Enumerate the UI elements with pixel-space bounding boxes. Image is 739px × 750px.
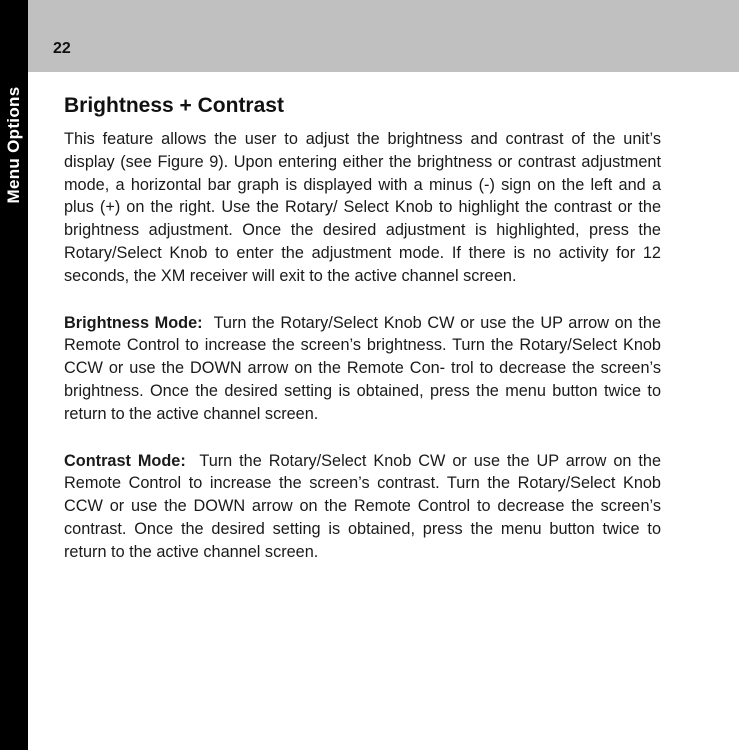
brightness-mode-paragraph	[64, 312, 661, 426]
section-title: Brightness + Contrast	[64, 94, 284, 117]
contrast-mode-label: Contrast Mode:	[64, 451, 186, 470]
brightness-mode-label: Brightness Mode:	[64, 313, 203, 332]
contrast-mode-paragraph	[64, 450, 661, 564]
page-content	[64, 92, 661, 588]
brightness-mode-text: Turn the Rotary/Select Knob CW or use the UP arrow on the Remote Control to increase the screen’s brightness. Turn the Rotary/Select Knob CCW or use the DOWN arrow on the Remote Con- trol to decrease the screen’s brightness. Once the desired setting is obtained, press the menu button twice to return to the active channel screen.	[64, 313, 661, 423]
side-tab-label: Menu Options	[4, 86, 23, 204]
intro-paragraph: This feature allows the user to adjust the brightness and contrast of the unit’s display (see Figure 9). Upon entering either the brightness or contrast adjustment mode, a horizontal bar graph is displayed with a minus (-) sign on the left and a plus (+) on the right. Use the Rotary/ Select Knob to highlight the contrast or the brightness adjustment. Once the desired adjustment is highlighted, press the Rotary/Select Knob to enter the adjustment mode. If there is no activity for 12 seconds, the XM receiver will exit to the active channel screen.	[64, 130, 661, 285]
contrast-mode-text: Turn the Rotary/Select Knob CW or use the UP arrow on the Remote Control to increase the screen’s contrast. Turn the Rotary/Select Knob CCW or use the DOWN arrow on the Remote Control to decrease the screen’s contrast. Once the desired setting is obtained, press the menu button twice to return to the active channel screen.	[64, 451, 662, 561]
page-header-band	[28, 0, 739, 72]
side-tab	[0, 0, 28, 750]
page-number: 22	[53, 40, 71, 57]
